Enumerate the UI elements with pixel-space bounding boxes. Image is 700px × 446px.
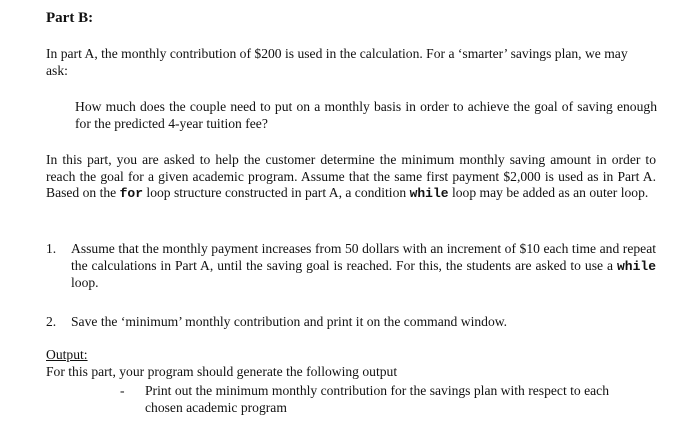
list-item-number: 1. [46, 241, 57, 256]
bullet-marker: - [120, 383, 125, 398]
section-heading: Part B: [46, 10, 94, 26]
instructions-text-3: loop may be added as an outer loop. [448, 185, 649, 200]
code-while-keyword: while [616, 258, 656, 274]
list-item-text-2: loop. [71, 275, 99, 290]
output-description: For this part, your program should generate the following output [46, 364, 398, 379]
instructions-paragraph [46, 152, 656, 203]
output-bullet-item [120, 383, 650, 416]
intro-paragraph: In part A, the monthly contribution of $200 is used in the calculation. For a ‘smarter’ savings plan, we may ask: [46, 46, 628, 78]
list-item-number: 2. [46, 314, 57, 329]
list-item [46, 314, 656, 331]
question-paragraph: How much does the couple need to put on a monthly basis in order to achieve the goal of saving enough for the predicted 4-year tuition fee? [75, 99, 657, 131]
list-item-text-1: Assume that the monthly payment increases from 50 dollars with an increment of $10 each time and repeat the calculations in Part A, until the saving goal is reached. For this, the students are asked to use a [71, 241, 656, 273]
bullet-text: Print out the minimum monthly contribution for the savings plan with respect to each chosen academic program [145, 383, 609, 415]
instructions-text-1: In this part, you are asked to help the customer determine the minimum monthly saving amount in order to reach the goal for a given academic program. Assume that the same first payment $2,000 is used as in Part A. Based on the [46, 152, 656, 200]
instructions-text-2: loop structure constructed in part A, a condition [143, 185, 410, 200]
code-for-keyword: for [119, 186, 144, 201]
list-item-body [71, 241, 656, 292]
code-while-keyword: while [409, 186, 449, 201]
list-item-body: Save the ‘minimum’ monthly contribution and print it on the command window. [71, 314, 508, 329]
list-item [46, 241, 656, 292]
output-title: Output: [46, 347, 88, 362]
